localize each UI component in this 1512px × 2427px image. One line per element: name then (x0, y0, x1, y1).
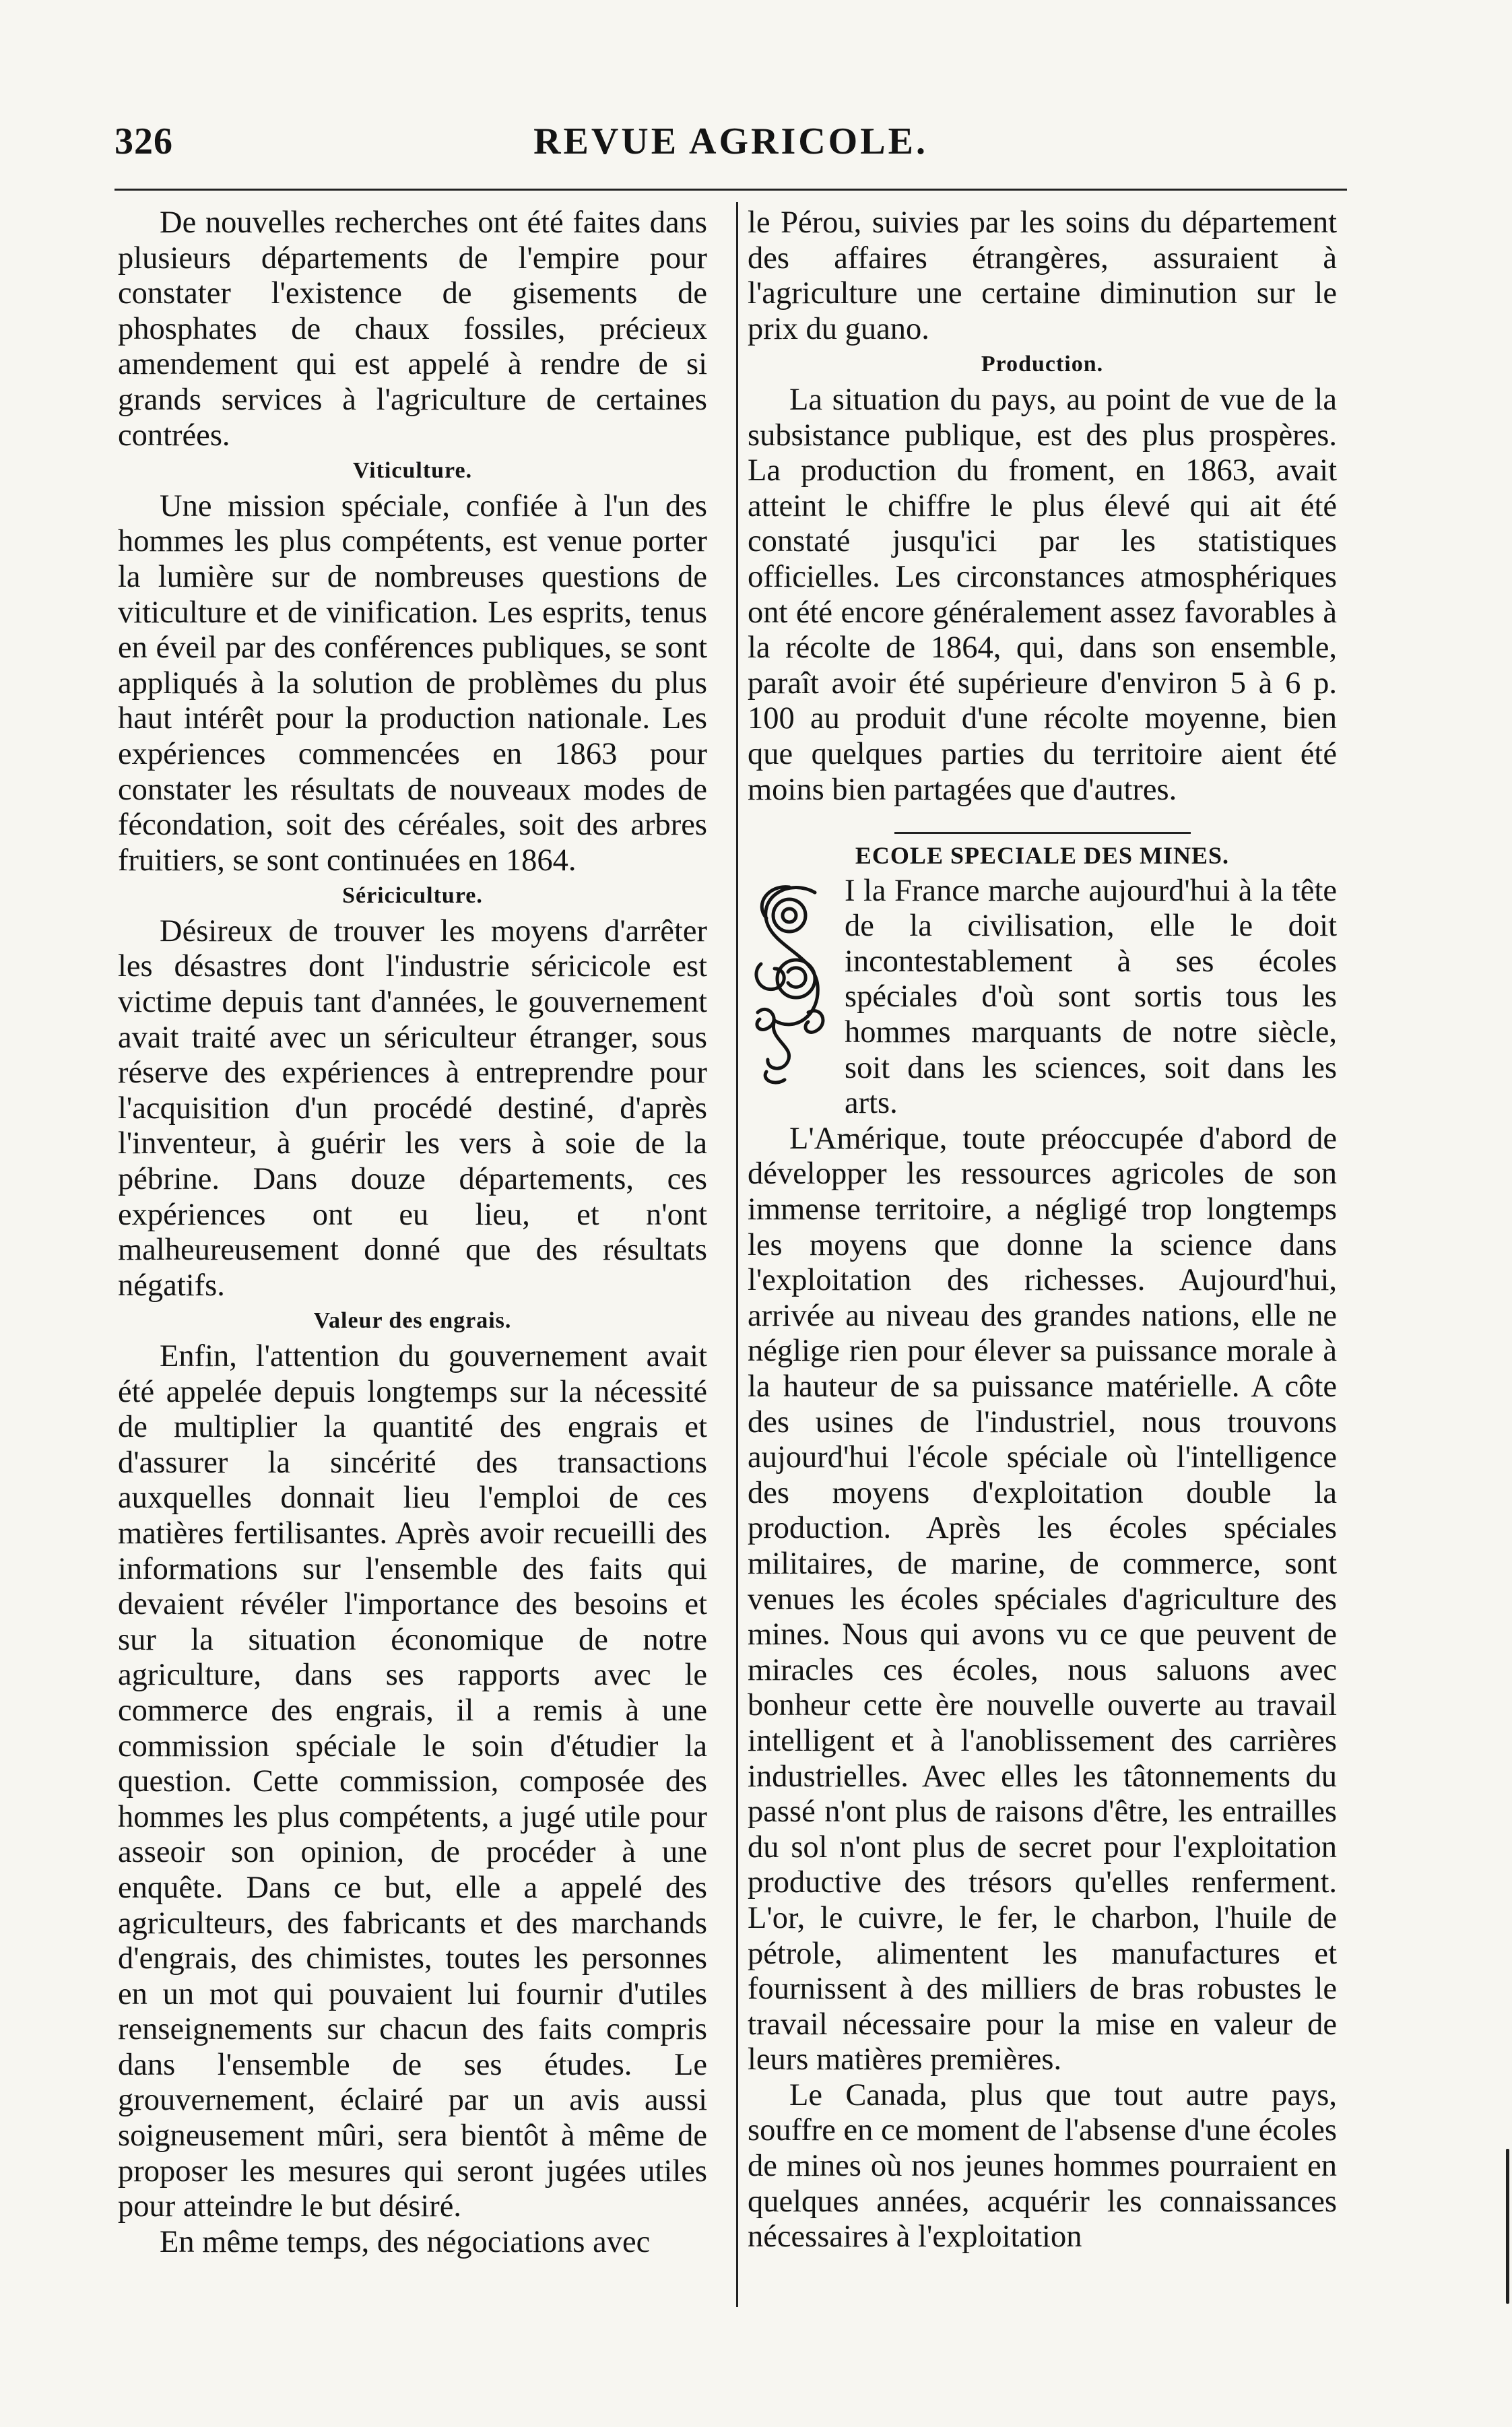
paragraph-guano: le Pérou, suivies par les soins du département des affaires étrangères, assuraient à l'agriculture une certaine diminution sur le prix du guano. (748, 205, 1337, 346)
running-head (114, 120, 1347, 174)
subheading-engrais: Valeur des engrais. (313, 1308, 512, 1334)
paragraph-sericiculture: Désireux de trouver les moyens d'arrêter les désastres dont l'industrie séricicole est victime depuis tant d'années, le gouvernement avait traité avec un sériculteur étranger, sous réserve des expériences à entreprendre pour l'acquisition d'un procédé destiné, d'après l'inventeur, à guérir les vers à soie de la pébrine. Dans douze départements, ces expériences ont eu lieu, et n'ont malheureusement donné que des résultats négatifs. (118, 913, 707, 1303)
section-rule (894, 832, 1191, 834)
paragraph-engrais: Enfin, l'attention du gouvernement avait été appelée depuis longtemps sur la nécessité de multiplier la quantité des engrais et d'assurer la sincérité des transactions auxquelles donnait lieu l'emploi de ces matières fertilisantes. Après avoir recueilli des informations sur l'ensemble des faits qui devaient révéler l'importance des besoins et sur la situation économique de notre agriculture, dans ses rapports avec le commerce des engrais, il a remis à une commission spéciale le soin d'étudier la question. Cette commission, composée des hommes les plus compétents, a jugé utile pour asseoir son opinion, de procéder à une enquête. Dans ce but, elle a appelé des agriculteurs, des fabricants et des marchands d'engrais, des chimistes, toutes les personnes en un mot qui pouvaient lui fournir d'utiles renseignements sur chacun des faits compris dans l'ensemble de ses études. Le grouvernement, éclairé par un avis aussi soigneusement mûri, sera bientôt à même de proposer les mesures qui seront jugées utiles pour atteindre le but désiré. (118, 1339, 707, 2224)
paragraph-production: La situation du pays, au point de vue de la subsistance publique, est des plus prospères. La production du froment, en 1863, avait atteint le chiffre le plus élevé qui ait été constaté jusqu'ici par les statistiques officielles. Les circonstances atmosphériques ont été encore généralement assez favorables à la récolte de 1864, qui, dans son ensemble, paraît avoir été supérieure d'environ 5 à 6 p. 100 au produit d'une récolte moyenne, bien que quelques parties du territoire aient été moins bien partagées que d'autres. (748, 382, 1337, 807)
page-number: 326 (114, 121, 173, 162)
column-divider (736, 202, 738, 2307)
subheading-viticulture: Viticulture. (352, 458, 473, 484)
subheading-sericiculture: Sériciculture. (342, 883, 483, 909)
paragraph-phosphates: De nouvelles recherches ont été faites dans plusieurs départements de l'empire pour constater l'existence de gisements de phosphates de chaux fossiles, précieux amendement qui est appelé à rendre de si grands services à l'agriculture de certaines contrées. (118, 205, 707, 453)
paragraph-negociations: En même temps, des négociations avec (160, 2224, 651, 2259)
right-column (748, 205, 1337, 2255)
page-edge-mark (1506, 2149, 1509, 2304)
paragraph-ecoles-france: I la France marche aujourd'hui à la tête de la civilisation, elle le doit incontestablement à ses écoles spéciales d'où sont sortis tous les hommes marquants de notre siècle, soit dans les sciences, soit dans les arts. (845, 873, 1337, 1121)
left-column (118, 205, 707, 2260)
section-title-mines: ECOLE SPECIALE DES MINES. (855, 842, 1230, 870)
paragraph-viticulture: Une mission spéciale, confiée à l'un des hommes les plus compétents, est venue porter la lumière sur de nombreuses questions de viticulture et de vinification. Les esprits, tenus en éveil par des conférences publiques, se sont appliqués à la solution de problèmes du plus haut intérêt pour la production nationale. Les expériences commencées en 1863 pour constater les résultats de nouveaux modes de fécondation, soit des céréales, soit des arbres fruitiers, se sont continuées en 1864. (118, 488, 707, 878)
paragraph-canada: Le Canada, plus que tout autre pays, souffre en ce moment de l'absense d'une écoles de mines où nos jeunes hommes pourraient en quelques années, acquérir les connaissances nécessaires à l'exploitation (748, 2077, 1337, 2255)
ornamental-letter-S-icon (748, 878, 835, 1092)
journal-title: REVUE AGRICOLE. (533, 121, 928, 162)
paragraph-amerique: L'Amérique, toute préoccupée d'abord de développer les ressources agricoles de son immense territoire, a négligé trop longtemps les moyens que donne la science dans l'exploitation des richesses. Aujourd'hui, arrivée au niveau des grandes nations, elle ne néglige rien pour élever sa puissance morale à la hauteur de sa puissance matérielle. A côte des usines de l'industriel, nous trouvons aujourd'hui l'école spéciale où l'intelligence des moyens d'exploitation double la production. Après les écoles spéciales militaires, de marine, de commerce, sont venues les écoles spéciales d'agriculture des mines. Nous qui avons vu ce que peuvent de miracles ces écoles, nous saluons avec bonheur cette ère nouvelle ouverte au travail intelligent et à l'anoblissement des carrières industrielles. Avec elles les tâtonnements du passé n'ont plus de raisons d'être, les entrailles du sol n'ont plus de secret pour l'exploitation productive des trésors qu'elles renferment. L'or, le cuivre, le fer, le charbon, l'huile de pétrole, alimentent les manufactures et fournissent à des milliers de bras robustes le travail nécessaire pour la mise en valeur de leurs matières premières. (748, 1121, 1337, 2077)
subheading-production: Production. (981, 352, 1104, 377)
header-rule (114, 189, 1347, 191)
